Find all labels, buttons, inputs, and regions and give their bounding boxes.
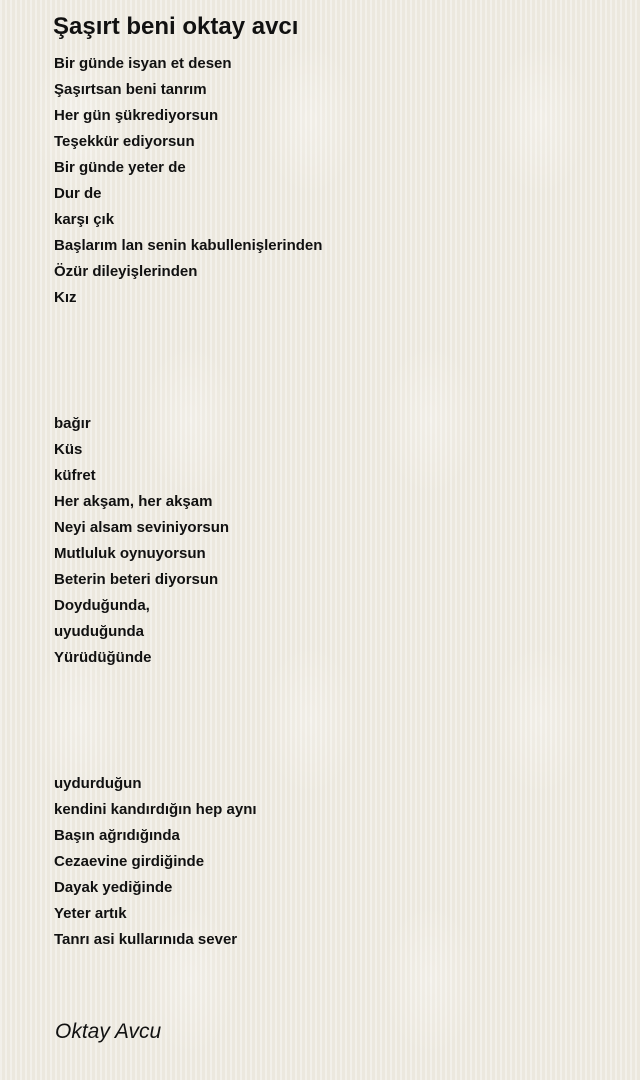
poem-line: Bir günde yeter de [54,159,186,176]
poem-line: uydurduğun [54,775,142,792]
stanza-1 [54,51,322,311]
poem-line: Başın ağrıdığında [54,827,180,844]
poem-line: küfret [54,467,96,484]
poem-line: Cezaevine girdiğinde [54,853,205,870]
poem-author: Oktay Avcu [55,1020,162,1043]
poem-line: Mutluluk oynuyorsun [54,545,206,562]
poem-line: Doyduğunda, [54,597,150,614]
poem-line: Yeter artık [54,905,127,922]
poem-line: Şaşırtsan beni tanrım [54,81,207,98]
poem-line: Neyi alsam seviniyorsun [54,519,230,536]
poem-line: Dayak yediğinde [54,879,173,896]
poem-line: Yürüdüğünde [54,649,152,666]
poem-line: bağır [54,415,91,432]
poem-line: Teşekkür ediyorsun [54,133,195,150]
poem-line: Dur de [54,185,102,202]
poem-line: Tanrı asi kullarınıda sever [54,931,238,948]
poem-line: Beterin beteri diyorsun [54,571,219,588]
stanza-3 [54,771,257,953]
poem-line: Kız [54,289,77,306]
poem-line: uyuduğunda [54,623,144,640]
poem-line: Özür dileyişlerinden [54,263,198,280]
poem-line: karşı çık [54,211,115,228]
stanza-2 [54,411,229,671]
poem-line: kendini kandırdığın hep aynı [54,801,257,818]
poem-line: Başlarım lan senin kabullenişlerinden [54,237,323,254]
poem-line: Her gün şükrediyorsun [54,107,219,124]
poem-title: Şaşırt beni oktay avcı [53,13,299,40]
poem-line: Her akşam, her akşam [54,493,213,510]
poem-line: Küs [54,441,83,458]
poem-line: Bir günde isyan et desen [54,55,232,72]
